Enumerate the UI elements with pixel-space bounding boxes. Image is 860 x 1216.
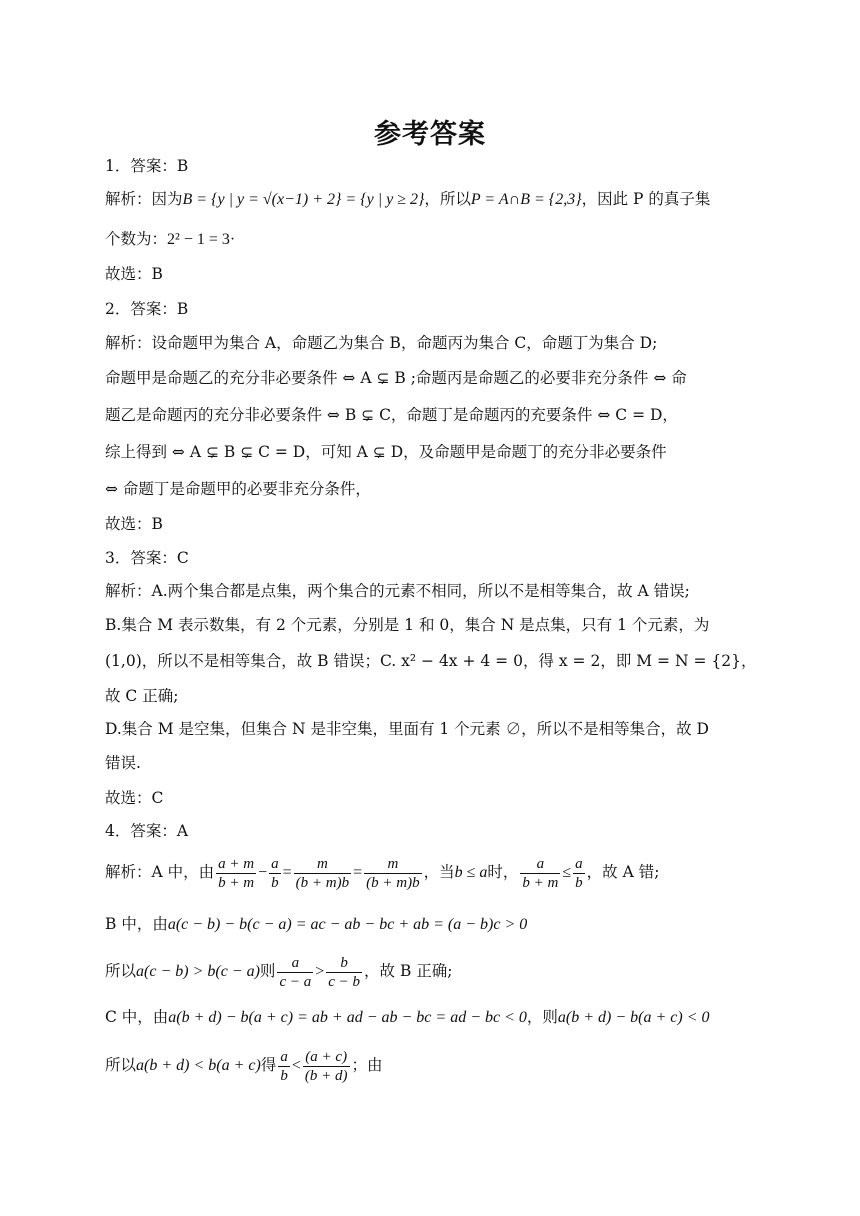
q3-analysis-line5: D.集合 M 是空集，但集合 N 是非空集，里面有 1 个元素 ∅，所以不是相等集合，故 D (105, 720, 709, 738)
q1-analysis-mid: ，所以 (424, 190, 471, 208)
q4-d-formula-1: a(b + d) − b(a + c) = ab + ad − ab − bc = ad − bc < 0 (168, 1009, 527, 1026)
q4-fraction-2: $\frac{a}{b}$ (271, 855, 279, 891)
q4-condition: b ≤ a (454, 864, 488, 881)
q4-when-text: ，当 (423, 863, 455, 881)
q4-fraction-9: $\frac{a}{b}$ (280, 1048, 288, 1084)
q1-analysis-line1 (105, 188, 756, 211)
q3-analysis-line6: 错误. (105, 754, 141, 772)
q4-c-formula: a(c − b) > b(c − a) (136, 963, 260, 980)
q4-e-get: 得 (260, 1056, 277, 1074)
q1-analysis-line2 (105, 228, 756, 251)
q4-fraction-6: $\frac{a}{b}$ (575, 855, 583, 891)
q4-fraction-4: $\frac{m}{(b + m)b}$ (366, 855, 420, 891)
q3-analysis-line4: 故 C 正确; (105, 687, 179, 705)
q1-count-formula: 2² − 1 = 3· (167, 231, 236, 248)
page-title: 参考答案 (374, 119, 486, 150)
q1-analysis-suffix: ，因此 P 的真子集 (581, 190, 711, 208)
q4-analysis-prefix: 解析：A 中，由 (105, 863, 215, 881)
q4-fraction-1: $\frac{a + m}{b + m}$ (218, 855, 255, 891)
q3-analysis-line1: 解析：A.两个集合都是点集，两个集合的元素不相同，所以不是相等集合，故 A 错误; (105, 582, 690, 600)
q4-b-prefix: B 中，由 (105, 915, 168, 933)
q3-choice: 故选：C (105, 789, 164, 807)
q4-answer: 4．答案：A (105, 822, 189, 840)
q4-a-conclusion: ，故 A 错; (586, 863, 660, 881)
q4-fraction-5: $\frac{a}{b + m}$ (522, 855, 559, 891)
q2-analysis-line5: ⇔ 命题丁是命题甲的必要非充分条件， (105, 480, 371, 498)
q4-analysis-line5: 所以a(b + d) < b(a + c)得 $\frac{a}{b}$ < $\frac{(a + c)}{(b + d)}$ ；由 (105, 1048, 383, 1084)
q4-time-text: 时， (487, 863, 519, 881)
q1-set-p-formula: P = A∩B = {2,3} (470, 191, 582, 208)
q3-analysis-line3: (1,0)，所以不是相等集合，故 B 错误；C. x² − 4x + 4 = 0，得 x = 2，即 M = N = {2}， (105, 652, 757, 670)
q1-count-prefix: 个数为： (105, 230, 168, 248)
q1-analysis-prefix: 解析：因为 (105, 190, 183, 208)
q4-e-prefix: 所以 (105, 1056, 137, 1074)
q1-choice: 故选：B (105, 265, 163, 283)
q4-fraction-10: $\frac{(a + c)}{(b + d)}$ (304, 1048, 348, 1084)
q1-answer: 1．答案：B (105, 157, 189, 175)
q4-b-conclusion: ，故 B 正确; (364, 962, 453, 980)
q1-set-b-formula: B = {y | y = √(x−1) + 2} = {y | y ≥ 2} (182, 191, 425, 208)
q4-fraction-8: $\frac{b}{c - b}$ (328, 954, 361, 990)
q4-c-then: 则 (259, 962, 276, 980)
q4-analysis-line1: 解析：A 中，由 $\frac{a + m}{b + m}$ − $\frac{a}{b}$ = $\frac{m}{(b + m)b}$ = $\frac{m}{(b + m)b}$ ，当b ≤ a时， $\frac{a}{b + m}$ ≤ $\frac{a}{b}$ ，故 A 错; (105, 855, 660, 891)
q4-d-then: ，则 (526, 1008, 558, 1026)
q4-e-formula: a(b + d) < b(a + c) (136, 1057, 261, 1074)
q3-analysis-line2: B.集合 M 表示数集，有 2 个元素，分别是 1 和 0，集合 N 是点集，只有 1 个元素，为 (105, 616, 710, 634)
q4-fraction-7: $\frac{a}{c - a}$ (279, 954, 312, 990)
q4-fraction-3: $\frac{m}{(b + m)b}$ (295, 855, 350, 891)
q2-analysis-line1: 解析：设命题甲为集合 A，命题乙为集合 B，命题丙为集合 C，命题丁为集合 D; (105, 334, 658, 352)
q2-choice: 故选：B (105, 515, 163, 533)
q4-analysis-line4 (105, 1006, 756, 1029)
q4-analysis-line2 (105, 913, 756, 936)
q2-answer: 2．答案：B (105, 300, 189, 318)
q4-c-prefix: 所以 (105, 962, 137, 980)
q2-analysis-line2: 命题甲是命题乙的充分非必要条件 ⇔ A ⊊ B ;命题丙是命题乙的必要非充分条件 ⇔ 命 (105, 369, 687, 387)
q2-analysis-line3: 题乙是命题丙的充分非必要条件 ⇔ B ⊊ C，命题丁是命题丙的充要条件 ⇔ C = D， (105, 406, 678, 424)
q4-analysis-line3: 所以a(c − b) > b(c − a)则 $\frac{a}{c - a}$ > $\frac{b}{c - b}$ ，故 B 正确; (105, 954, 453, 990)
q4-e-suffix: ；由 (351, 1056, 383, 1074)
q4-d-prefix: C 中，由 (105, 1008, 169, 1026)
q4-d-formula-2: a(b + d) − b(a + c) < 0 (557, 1009, 710, 1026)
q4-b-formula: a(c − b) − b(c − a) = ac − ab − bc + ab = (a − b)c > 0 (167, 916, 528, 933)
q2-analysis-line4: 综上得到 ⇔ A ⊊ B ⊊ C = D，可知 A ⊊ D，及命题甲是命题丁的充分非必要条件 (105, 443, 667, 461)
q3-answer: 3．答案：C (105, 549, 189, 567)
